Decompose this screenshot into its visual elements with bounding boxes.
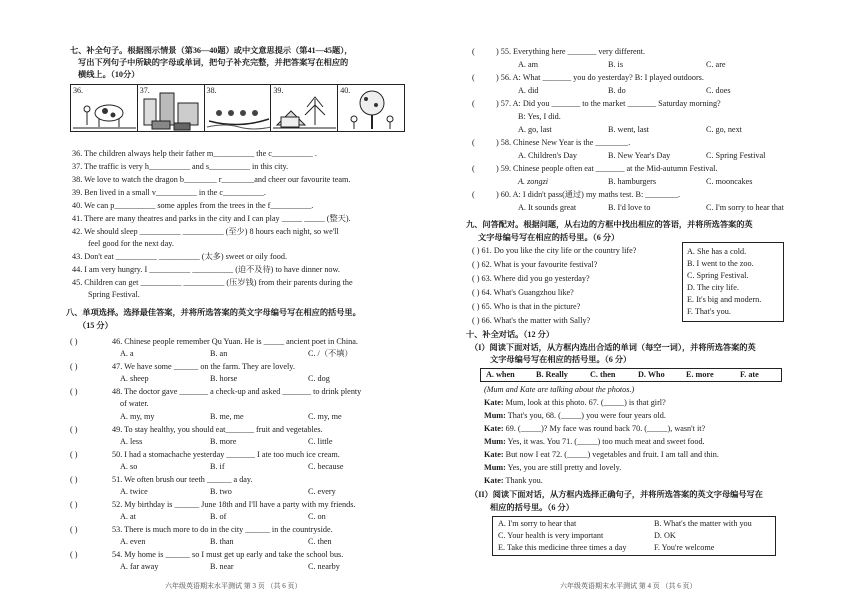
option-b: B. What's the matter with you [654,519,752,528]
q60-option-b: B. I'd love to [608,203,651,212]
paren-59[interactable]: ( [472,164,475,173]
sec7-title-line2: 写出下列句子中所缺的字母或单词，把句子补充完整，并把答案写在相应的 [78,58,349,67]
sec8-title-line1: 八、单项选择。选择最佳答案，并将所选答案的英文字母编号写在相应的括号里。 [66,308,361,317]
answer-paren-46[interactable]: ( ) [70,337,78,346]
question-51: ( ) 51. We often brush our teeth ______ a day. [70,475,253,484]
question-54: ( ) 54. My home is ______ so I must get up early and take the school bus. [70,550,344,559]
sec9-title-line2: 文字母编号写在相应的括号里。（6 分） [478,233,620,242]
option-f: F. You're welcome [654,543,715,552]
q59-option-c: C. mooncakes [706,177,753,186]
paren-56[interactable]: ( [472,73,475,82]
q47-option-c: C. dog [308,374,330,383]
sec7-title-line1: 七、补全句子。根据图示情景（第36—40题）或中文意思提示（第41—45题）， [70,46,353,55]
picture-36: 36. [71,85,138,131]
q48-option-b: B. me, me [210,412,244,421]
dialogue-line-1: Kate: Mum, look at this photo. 67. (_____) is that girl? [484,398,666,407]
q56-option-b: B. do [608,86,626,95]
q47-option-a: A. sheep [120,374,149,383]
word-a: A. when [486,370,515,379]
question-47: ( ) 47. We have some ______ on the farm. They are lovely. [70,362,295,371]
q55-option-a: A. am [518,60,539,69]
sec7-title-line3: 横线上。（10分） [78,70,140,79]
sentence-42: 42. We should sleep __________ __________ (至少) 8 hours each night, so we'll [72,227,339,236]
question-59: ) 59. Chinese people often eat _______ at the Mid-autumn Festival. [496,164,718,173]
q53-option-b: B. than [210,537,234,546]
answer-d: D. The city life. [687,283,739,292]
picture-39: 39. [271,85,338,131]
page-footer-3: 六年级英语期末水平测试 第 3 页 （共 6 页） [165,582,302,590]
q49-option-c: C. little [308,437,333,446]
q60-option-a: A. It sounds great [518,203,577,212]
word-f: F. ate [740,370,759,379]
sentence-39: 39. Ben lived in a small v__________ in the c__________. [72,188,266,197]
question-56: ) 56. A: What _______ you do yesterday? B: I played outdoors. [496,73,704,82]
dialogue-line-2: Mum: That's you, 68. (_____) you were four years old. [484,411,666,420]
q50-option-c: C. because [308,462,344,471]
word-d: D. Who [638,370,665,379]
match-question-65: ( ) 65. Who is that in the picture? [472,302,581,311]
question-49: ( ) 49. To stay healthy, you should eat_______ fruit and vegetables. [70,425,323,434]
q51-option-b: B. two [210,487,232,496]
sentence-36: 36. The children always help their father m__________ the c__________ . [72,149,317,158]
match-question-62: ( ) 62. What is your favourite festival? [472,260,598,269]
paren-55[interactable]: ( [472,47,475,56]
q49-option-b: B. more [210,437,237,446]
q57-option-a: A. go, last [518,125,552,134]
q48-option-c: C. my, me [308,412,342,421]
picture-40: 40. [338,85,404,131]
answer-b: B. I went to the zoo. [687,259,754,268]
dialogue-intro: (Mum and Kate are talking about the photos.) [484,385,635,394]
picture-strip [70,84,405,132]
sentence-45-cont: Spring Festival. [88,290,140,299]
answer-paren-51[interactable]: ( ) [70,475,78,484]
q52-option-a: A. at [120,512,136,521]
q53-option-a: A. even [120,537,146,546]
dragon-boat-illustration [205,85,272,131]
question-50: ( ) 50. I had a stomachache yesterday _______ I ate too much ice cream. [70,450,340,459]
answer-a: A. She has a cold. [687,247,747,256]
sentence-40: 40. We can p__________ some apples from the trees in the f__________. [72,201,314,210]
right-page [430,0,860,608]
q53-option-c: C. then [308,537,332,546]
sentence-43: 43. Don't eat __________ __________ (太多) sweet or oily food. [72,252,288,261]
sec9-title-line1: 九、问答配对。根据问题，从右边的方框中找出相应的答语，并将所选答案的英 [466,220,753,229]
answer-paren-50[interactable]: ( ) [70,450,78,459]
village-countryside-illustration [271,85,338,131]
dialogue-line-5: Kate: But now I eat 72. (_____) vegetables and fruit. I am tall and thin. [484,450,719,459]
q56-option-a: A. did [518,86,539,95]
sentence-41: 41. There are many theatres and parks in the city and I can play _____ _____ (整天). [72,214,351,223]
sentence-44: 44. I am very hungry. I __________ __________ (迫不及待) to have dinner now. [72,265,340,274]
q51-option-c: C. every [308,487,336,496]
option-d: D. OK [654,531,676,540]
dialogue-line-3: Kate: 69. (_____)? My face was round back 70. (_____), wasn't it? [484,424,706,433]
q59-option-b: B. hamburgers [608,177,657,186]
word-e: E. more [686,370,714,379]
paren-58[interactable]: ( [472,138,475,147]
q54-option-c: C. nearby [308,562,340,571]
option-e: E. Take this medicine three times a day [498,543,627,552]
question-57-cont: B: Yes, I did. [518,112,561,121]
apple-picking-illustration [338,85,404,131]
q50-option-b: B. if [210,462,225,471]
paren-57[interactable]: ( [472,99,475,108]
answer-c: C. Spring Festival. [687,271,749,280]
q51-option-a: A. twice [120,487,148,496]
sec10-title: 十、补全对话。（12 分） [466,330,555,339]
answer-paren-54[interactable]: ( ) [70,550,78,559]
question-48-cont: of water. [120,399,149,408]
question-55: ) 55. Everything here _______ very different. [496,47,645,56]
word-bank-box [480,368,782,382]
sentence-38: 38. We love to watch the dragon b________ r________and cheer our favourite team. [72,175,351,184]
q54-option-a: A. far away [120,562,159,571]
answer-paren-53[interactable]: ( ) [70,525,78,534]
sec10-part1-line1: （I）阅读下面对话，从方框内选出合适的单词（每空一词），并将所选答案的英 [470,343,756,352]
q57-option-b: B. went, last [608,125,649,134]
page-footer-4: 六年级英语期末水平测试 第 4 页 （共 6 页） [560,582,697,590]
q54-option-b: B. near [210,562,234,571]
q58-option-a: A. Children's Day [518,151,578,160]
match-question-63: ( ) 63. Where did you go yesterday? [472,274,590,283]
question-57: ) 57. A: Did you _______ to the market _______ Saturday morning? [496,99,721,108]
sentence-37: 37. The traffic is very h__________ and s__________ in this city. [72,162,289,171]
match-question-66: ( ) 66. What's the matter with Sally? [472,316,591,325]
question-48: ( ) 48. The doctor gave _______ a check-up and asked _______ to drink plenty [70,387,362,396]
paren-60[interactable]: ( [472,190,475,199]
question-52: ( ) 52. My birthday is ______ June 18th and I'll have a party with my friends. [70,500,356,509]
question-58: ) 58. Chinese New Year is the ________. [496,138,631,147]
q58-option-b: B. New Year's Day [608,151,671,160]
q55-option-b: B. is [608,60,624,69]
answer-paren-49[interactable]: ( ) [70,425,78,434]
question-53: ( ) 53. There is much more to do in the city ______ in the countryside. [70,525,333,534]
q56-option-c: C. does [706,86,731,95]
word-b: B. Really [536,370,568,379]
dialogue-line-4: Mum: Yes, it was. You 71. (_____) too much meat and sweet food. [484,437,705,446]
q47-option-b: B. horse [210,374,238,383]
picture-38: 38. [205,85,272,131]
q52-option-b: B. of [210,512,227,521]
word-c: C. then [590,370,616,379]
answer-paren-48[interactable]: ( ) [70,387,78,396]
answer-e: E. It's big and modern. [687,295,762,304]
q46-option-b: B. an [210,349,228,358]
question-60: ) 60. A: I didn't pass(通过) my maths test. B: ________. [496,190,681,199]
farm-cow-illustration [71,85,138,131]
q55-option-c: C. are [706,60,726,69]
dialogue-line-7: Kate: Thank you. [484,476,543,485]
q48-option-a: A. my, my [120,412,155,421]
match-question-61: ( ) 61. Do you like the city life or the country life? [472,246,637,255]
sec10-part1-line2: 文字母编号写在相应的括号里。（6 分） [490,355,632,364]
q49-option-a: A. less [120,437,143,446]
dialogue-line-6: Mum: Yes, you are still pretty and lovely. [484,463,622,472]
answer-paren-47[interactable]: ( ) [70,362,78,371]
sec10-part2-line2: 相应的括号里。（6 分） [490,503,574,512]
sentence-42-cont: feel good for the next day. [88,239,174,248]
q50-option-a: A. so [120,462,138,471]
sec10-part2-line1: （II）阅读下面对话，从方框内选择正确句子，并将所选答案的英文字母编号写在 [470,490,763,499]
question-46: ( ) 46. Chinese people remember Qu Yuan. He is _____ ancient poet in China. [70,337,358,346]
sec8-title-line2: （15 分） [78,321,113,330]
option-a: A. I'm sorry to hear that [498,519,577,528]
answer-paren-52[interactable]: ( ) [70,500,78,509]
answer-f: F. That's you. [687,307,731,316]
sentence-45: 45. Children can get __________ __________ (压岁钱) from their parents during the [72,278,353,287]
q58-option-c: C. Spring Festival [706,151,766,160]
q46-option-c: C. /（不填） [308,349,353,358]
match-question-64: ( ) 64. What's Guangzhou like? [472,288,574,297]
picture-37: 37. [138,85,205,131]
q52-option-c: C. on [308,512,326,521]
option-c: C. Your health is very important [498,531,604,540]
q60-option-c: C. I'm sorry to hear that [706,203,784,212]
q59-option-a: A. zongzi [518,177,549,186]
q57-option-c: C. go, next [706,125,742,134]
q46-option-a: A. a [120,349,134,358]
busy-street-illustration [138,85,205,131]
